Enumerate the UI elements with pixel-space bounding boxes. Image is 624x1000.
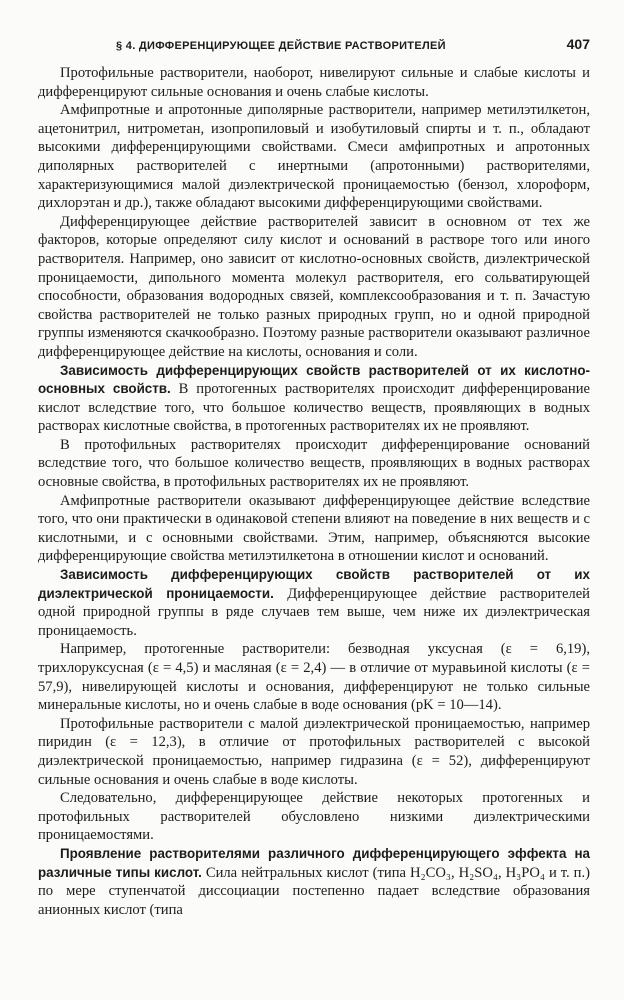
paragraph: Зависимость дифференцирующих свойств растворителей от их диэлектрической проницаемости. Дифференцирующее действие растворителей одной природной группы в ряде случаев тем выше, чем ниже их диэлектрическая проницаемость. xyxy=(38,567,590,639)
paragraph: Дифференцирующее действие растворителей зависит в основном от тех же факторов, которые определяют силу кислот и оснований в растворе того или иного растворителя. Например, оно зависит от кислотно-основных свойств, диэлектрической проницаемости, дипольного момента молекул растворителя, его сольватирующей способности, образования водородных связей, комплексообразования и т. п. Зачастую свойства растворителей не только разных природных групп, но и одной природной группы изменяются скачкообразно. Поэтому разные растворители оказывают различное дифференцирующее действие на кислоты, основания и соли. xyxy=(38,213,590,360)
body-text xyxy=(38,64,590,919)
paragraph: Амфипротные и апротонные диполярные растворители, например метилэтилкетон, ацетонитрил, нитрометан, изопропиловый и изобутиловый спирты и т. п., обладают высокими дифференцирующими свойствами. Смеси амфипротных и апротонных диполярных растворителей с инертными (апротонными) растворителями, характеризующимися малой диэлектрической проницаемостью (бензол, хлороформ, дихлорэтан и др.), также обладают высокими дифференцирующими свойствами. xyxy=(38,102,590,212)
section-lead-heading: Зависимость дифференцирующих свойств растворителей от их диэлектрической проницаемости. xyxy=(38,567,590,601)
paragraph: В протофильных растворителях происходит дифференцирование оснований вследствие того, что большое количество веществ, проявляющих в водных растворах основные свойства, в протофильных растворителях их не проявляют. xyxy=(38,436,590,491)
paragraph: Например, протогенные растворители: безводная уксусная (ε = 6,19), трихлоруксусная (ε = 4,5) и масляная (ε = 2,4) — в отличие от муравьиной кислоты (ε = 57,9), нивелирующей кислоты и основания, дифференцируют не только сильные минеральные кислоты, но и очень слабые в воде основания (pK = 10—14). xyxy=(38,641,590,714)
paragraph: Зависимость дифференцирующих свойств растворителей от их кислотно-основных свойств. В протогенных растворителях происходит дифференцирование кислот вследствие того, что большое количество веществ, проявляющих в водных растворах кислотные свойства, в протогенных растворителях их не проявляют. xyxy=(38,362,590,435)
paragraph: Амфипротные растворители оказывают дифференцирующее действие вследствие того, что они практически в одинаковой степени влияют на поведение в них веществ и с кислотными, и с основными свойствами. Этим, например, объясняются высокие дифференцирующие свойства метилэтилкетона в отношении кислот и оснований. xyxy=(38,492,590,565)
paragraph: Следовательно, дифференцирующее действие некоторых протогенных и протофильных растворителей обусловлено низкими диэлектрическими проницаемостями. xyxy=(38,790,590,844)
section-lead-heading: Проявление растворителями различного дифференцирующего эффекта на различные типы кислот. xyxy=(38,845,590,880)
page-header xyxy=(44,36,590,52)
paragraph: Протофильные растворители, наоборот, нивелируют сильные и слабые кислоты и дифференцируют сильные основания и очень слабые кислоты. xyxy=(38,65,590,100)
running-head: § 4. ДИФФЕРЕНЦИРУЮЩЕЕ ДЕЙСТВИЕ РАСТВОРИТЕЛЕЙ xyxy=(116,40,446,52)
paragraph: Протофильные растворители с малой диэлектрической проницаемостью, например пиридин (ε = 12,3), в отличие от протофильных растворителей с высокой диэлектрической проницаемостью, например гидразина (ε = 52), дифференцируют сильные основания и очень слабые в воде кислоты. xyxy=(38,715,590,788)
section-lead-heading: Зависимость дифференцирующих свойств растворителей от их кислотно-основных свойств. xyxy=(38,362,590,397)
page-number: 407 xyxy=(566,36,590,52)
paragraph: Проявление растворителями различного дифференцирующего эффекта на различные типы кислот. Сила нейтральных кислот (типа H₂CO₃, H₂SO₄, H₃PO₄ и т. п.) по мере ступенчатой диссоциации постепенно падает вследствие образования анионных кислот (типа xyxy=(38,845,590,918)
